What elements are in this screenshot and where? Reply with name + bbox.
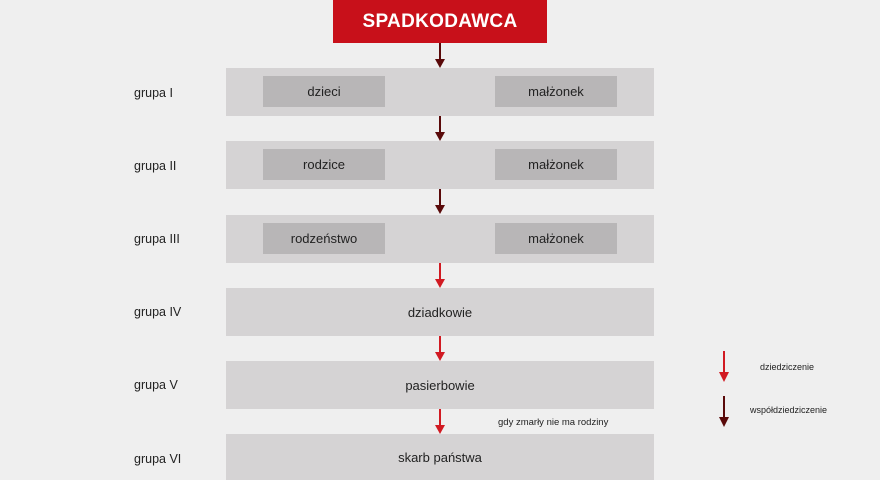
group-2-right-box: małżonek — [495, 149, 617, 180]
group-3-band — [226, 215, 654, 263]
arrow-to-group-1 — [432, 43, 448, 69]
legend-coinherit-arrow-icon — [716, 396, 732, 428]
legend-coinherit-label: współdziedziczenie — [750, 405, 828, 415]
group-4-band — [226, 288, 654, 336]
arrow-to-group-2 — [432, 116, 448, 142]
group-6-label: grupa VI — [134, 452, 182, 466]
group-6-band — [226, 434, 654, 480]
legend-inherit-label: dziedziczenie — [760, 362, 815, 372]
group-4-label: grupa IV — [134, 305, 182, 319]
group-3-right-box: małżonek — [495, 223, 617, 254]
testator-box — [333, 0, 547, 43]
no-family-note: gdy zmarły nie ma rodziny — [498, 417, 609, 428]
group-1-left-box: dzieci — [263, 76, 385, 107]
group-3-label: grupa III — [134, 232, 180, 246]
group-5-band — [226, 361, 654, 409]
group-2-left-box: rodzice — [263, 149, 385, 180]
group-2-band — [226, 141, 654, 189]
group-3-left-box: rodzeństwo — [263, 223, 385, 254]
legend-inherit-arrow-icon — [716, 351, 732, 383]
group-5-label: grupa V — [134, 378, 178, 392]
group-5-text: pasierbowie — [405, 377, 475, 393]
arrow-to-group-4 — [432, 263, 448, 289]
group-1-right-box: małżonek — [495, 76, 617, 107]
group-6-text: skarb państwa — [398, 449, 482, 465]
arrow-to-group-3 — [432, 189, 448, 215]
group-2-label: grupa II — [134, 159, 177, 173]
group-4-text: dziadkowie — [407, 304, 473, 320]
group-1-label: grupa I — [134, 86, 173, 100]
arrow-to-group-6 — [432, 409, 448, 435]
group-1-band — [226, 68, 654, 116]
arrow-to-group-5 — [432, 336, 448, 362]
testator-label: SPADKODAWCA — [362, 10, 518, 32]
